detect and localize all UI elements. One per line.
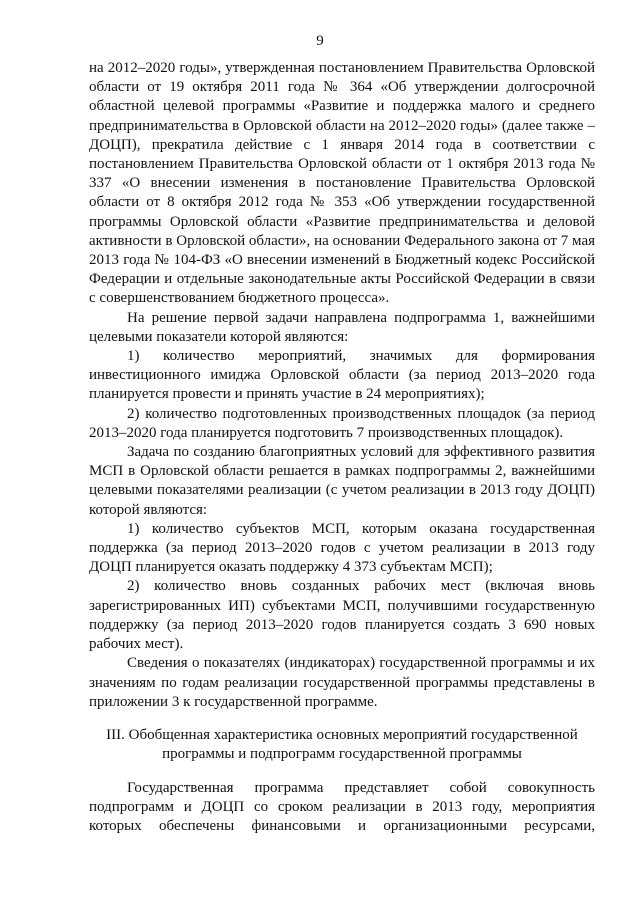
paragraph-program-overview: Государственная программа представляет собой совокупность подпрограмм и ДОЦП со сроком реализации в 2013 году, мероприятия которых обеспечены финансовыми и организационными ресурсами, — [89, 780, 595, 835]
section-heading: III. Обобщенная характеристика основных мероприятий государственной программы и подпрограмм государственной программы — [106, 727, 578, 763]
list-item-task1-indicator2: 2) количество подготовленных производственных площадок (за период 2013–2020 года планируется подготовить 7 производственных площадок). — [89, 405, 595, 441]
list-item-task2-indicator2: 2) количество вновь созданных рабочих мест (включая вновь зарегистрированных ИП) субъектами МСП, получившими государственную поддержку (за период 2013–2020 годов планируется создать 3 690 новых рабочих мест). — [89, 578, 595, 653]
paragraph-task2-intro: Задача по созданию благоприятных условий для эффективного развития МСП в Орловской области решается в рамках подпрограммы 2, важнейшими целевыми показателями реализации (с учетом реализации в 2013 году ДОЦП) которой являются: — [89, 444, 595, 518]
paragraph-task1-intro: На решение первой задачи направлена подпрограмма 1, важнейшими целевыми показатели которой являются: — [89, 309, 595, 345]
paragraph-doctsp-termination: на 2012–2020 годы», утвержденная постановлением Правительства Орловской области от 19 октября 2011 года № 364 «Об утверждении долгосрочной областной целевой программы «Развитие и поддержка малого и среднего предпринимательства в Орловской области на 2012–2020 годы» (далее также – ДОЦП), прекратила действие с 1 января 2014 года в соответствии с постановлением Правительства Орловской области от 1 октября 2013 года № 337 «О внесении изменения в постановление Правительства Орловской области от 8 октября 2012 года № 353 «Об утверждении государственной программы Орловской области «Развитие предпринимательства и деловой активности в Орловской области», на основании Федерального закона от 7 мая 2013 года № 104-ФЗ «О внесении изменений в Бюджетный кодекс Российской Федерации и отдельные законодательные акты Российской Федерации в связи с совершенствованием бюджетного процесса». — [89, 60, 595, 307]
list-item-task1-indicator1: 1) количество мероприятий, значимых для формирования инвестиционного имиджа Орловской области (за период 2013–2020 года планируется провести и принять участие в 24 мероприятиях); — [89, 348, 595, 403]
list-item-task2-indicator1: 1) количество субъектов МСП, которым оказана государственная поддержка (за период 2013–2020 годов с учетом реализации в 2013 году ДОЦП планируется оказать поддержку 4 373 субъектам МСП); — [89, 520, 595, 576]
document-body — [89, 59, 595, 712]
paragraph-indicators-appendix: Сведения о показателях (индикаторах) государственной программы и их значениям по годам реализации государственной программы представлены в приложении 3 к государственной программе. — [89, 655, 595, 710]
page-number: 9 — [316, 33, 324, 49]
